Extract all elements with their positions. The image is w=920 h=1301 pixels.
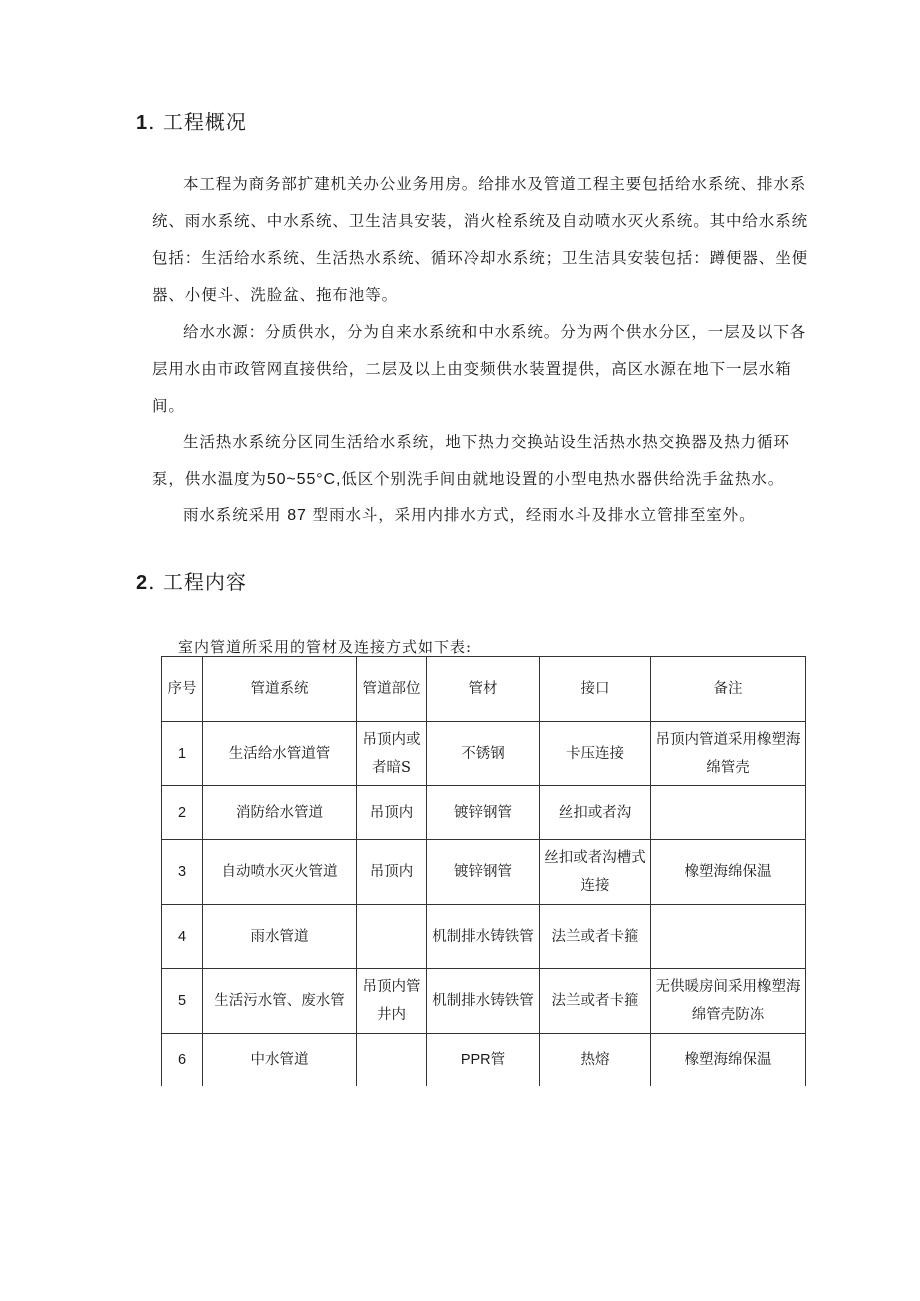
rainwater-text-a: 雨水系统采用 [183,506,282,524]
cell-material: 机制排水铸铁管 [427,969,540,1034]
paragraph-hot-water [152,424,820,498]
cell-remark: 橡塑海绵保温 [651,840,806,905]
header-material: 管材 [427,657,540,722]
cell-no: 2 [162,786,203,840]
cell-joint: 法兰或者卡箍 [540,969,651,1034]
cell-remark: 无供暖房间采用橡塑海绵管壳防冻 [651,969,806,1034]
cell-joint: 丝扣或者沟槽式连接 [540,840,651,905]
paragraph-water-source: 给水水源：分质供水，分为自来水系统和中水系统。分为两个供水分区，一层及以下各层用水由市政管网直接供给，二层及以上由变频供水装置提供，高区水源在地下一层水箱间。 [152,323,807,415]
paragraph-overview: 本工程为商务部扩建机关办公业务用房。给排水及管道工程主要包括给水系统、排水系统、雨水系统、中水系统、卫生洁具安装，消火栓系统及自动喷水灭火系统。其中给水系统包括：生活给水系统、生活热水系统、循环冷却水系统；卫生洁具安装包括：蹲便器、坐便器、小便斗、洗脸盆、拖布池等。 [152,175,809,304]
section-2-title: . 工程内容 [148,570,247,594]
cell-location: 吊顶内管井内 [357,969,427,1034]
section-2-heading [136,566,247,595]
table-row [162,905,806,969]
table-row [162,786,806,840]
cell-system: 生活污水管、废水管 [203,969,357,1034]
cell-location: 吊顶内 [357,786,427,840]
cell-location: 吊顶内或者暗S [357,722,427,786]
cell-no: 3 [162,840,203,905]
header-no: 序号 [162,657,203,722]
cell-remark: 橡塑海绵保温 [651,1034,806,1086]
table-caption: 室内管道所采用的管材及连接方式如下表: [178,638,473,656]
cell-system: 生活给水管道管 [203,722,357,786]
section-1-heading [136,106,247,135]
cell-system: 消防给水管道 [203,786,357,840]
cell-system: 自动喷水灭火管道 [203,840,357,905]
supply-temperature: 50~55°C, [266,471,342,488]
section-1-number: 1 [136,112,149,134]
rainwater-text-b: 型雨水斗，采用内排水方式，经雨水斗及排水立管排至室外。 [312,506,756,524]
table-row [162,722,806,786]
cell-material: 不锈钢 [427,722,540,786]
pipe-material-table [161,656,806,1086]
table-row [162,1034,806,1086]
header-remark: 备注 [651,657,806,722]
header-joint: 接口 [540,657,651,722]
cell-joint: 卡压连接 [540,722,651,786]
section-2-number: 2 [136,572,149,594]
cell-system: 雨水管道 [203,905,357,969]
cell-location: 吊顶内 [357,840,427,905]
table-header-row [162,657,806,722]
cell-remark [651,905,806,969]
cell-no: 6 [162,1034,203,1086]
paragraph-rainwater [152,497,820,534]
table-row [162,840,806,905]
cell-material: 镀锌钢管 [427,840,540,905]
hot-water-text-a: 生活热水系统分区同生活给水系统，地下热力交换站设生活热水热交换器及热力循环泵，供水温度为 [152,433,790,488]
cell-material: 机制排水铸铁管 [427,905,540,969]
cell-system: 中水管道 [203,1034,357,1086]
cell-location [357,1034,427,1086]
hot-water-text-b: 低区个别洗手间由就地设置的小型电热水器供给洗手盆热水。 [341,470,785,488]
header-system: 管道系统 [203,657,357,722]
cell-joint: 热熔 [540,1034,651,1086]
cell-location [357,905,427,969]
cell-remark [651,786,806,840]
section-1-title: . 工程概况 [148,110,247,134]
cell-material: PPR管 [427,1034,540,1086]
cell-no: 5 [162,969,203,1034]
cell-joint: 法兰或者卡箍 [540,905,651,969]
cell-no: 1 [162,722,203,786]
rain-hopper-type: 87 [287,507,307,524]
cell-material: 镀锌钢管 [427,786,540,840]
table-row [162,969,806,1034]
cell-no: 4 [162,905,203,969]
cell-joint: 丝扣或者沟 [540,786,651,840]
header-location: 管道部位 [357,657,427,722]
cell-remark: 吊顶内管道采用橡塑海绵管壳 [651,722,806,786]
